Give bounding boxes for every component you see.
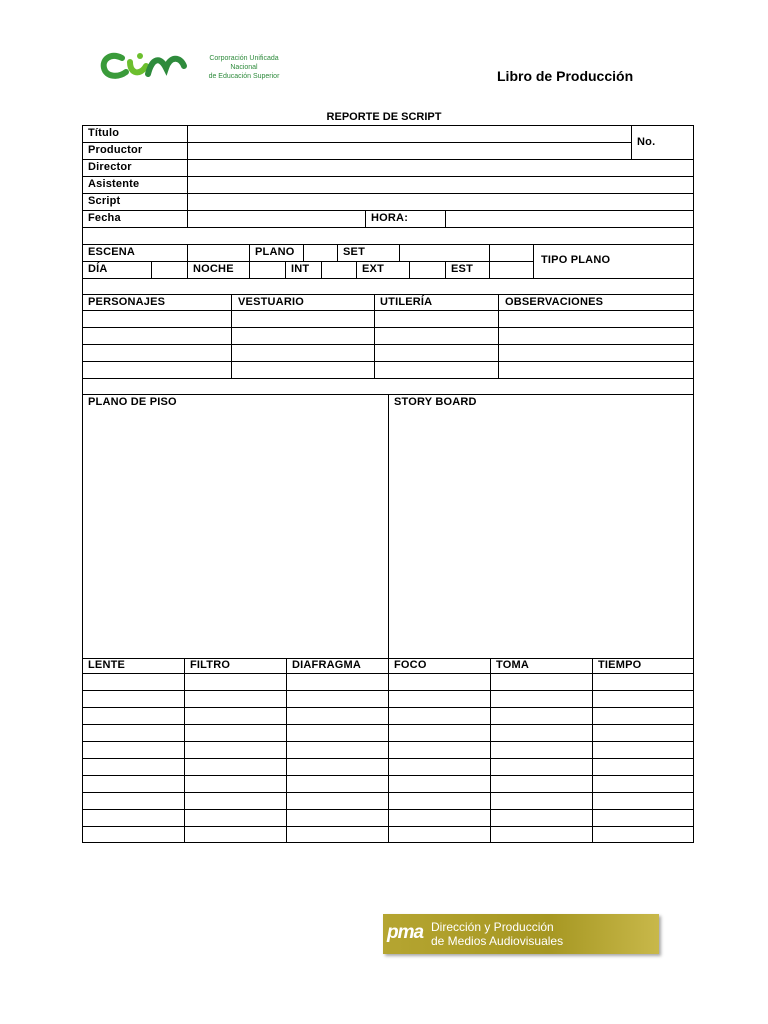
label-script: Script (88, 195, 121, 207)
dpma-name-line2: de Medios Audiovisuales (431, 934, 564, 948)
grid-line (187, 261, 188, 278)
grid-line (498, 294, 499, 378)
org-name-line2: de Educación Superior (208, 73, 280, 80)
grid-line (231, 294, 232, 378)
org-name (198, 54, 290, 81)
header-utileria: UTILERÍA (380, 296, 433, 308)
label-set: SET (343, 246, 365, 258)
field-asistente[interactable] (188, 177, 693, 193)
cun-logo (100, 48, 300, 84)
grid-line (82, 378, 694, 379)
grid-line (490, 658, 491, 843)
header-toma: TOMA (496, 659, 529, 671)
label-no: No. (637, 136, 656, 148)
checkbox-dia[interactable] (152, 262, 186, 277)
grid-line (286, 658, 287, 843)
label-asistente: Asistente (88, 178, 140, 190)
label-dia: DÍA (88, 263, 108, 275)
grid-line (249, 244, 250, 261)
label-plano-de-piso: PLANO DE PISO (88, 396, 177, 408)
org-name-line1: Corporación Unificada Nacional (209, 55, 279, 71)
grid-line (356, 261, 357, 278)
label-est: EST (451, 263, 473, 275)
storyboard-canvas[interactable] (389, 412, 693, 657)
report-title: REPORTE DE SCRIPT (326, 111, 442, 123)
field-tipo-plano[interactable] (490, 245, 532, 260)
grid-line (82, 244, 694, 245)
label-ext: EXT (362, 263, 384, 275)
header-filtro: FILTRO (190, 659, 231, 671)
label-productor: Productor (88, 144, 143, 156)
header-vestuario: VESTUARIO (238, 296, 304, 308)
label-titulo: Título (88, 127, 120, 139)
label-hora: HORA: (371, 212, 409, 224)
grid-line (365, 210, 366, 228)
label-director: Director (88, 161, 132, 173)
label-fecha: Fecha (88, 212, 121, 224)
checkbox-noche[interactable] (250, 262, 284, 277)
header-observaciones: OBSERVACIONES (505, 296, 604, 308)
grid-line (82, 327, 694, 328)
checkbox-ext[interactable] (410, 262, 444, 277)
field-fecha[interactable] (188, 211, 364, 227)
checkbox-int[interactable] (322, 262, 355, 277)
grid-line (388, 658, 389, 843)
field-escena[interactable] (188, 245, 248, 260)
label-tipo-plano: TIPO PLANO (541, 254, 611, 266)
label-plano: PLANO (255, 246, 295, 258)
grid-line (82, 261, 533, 262)
grid-line (82, 278, 694, 279)
dpma-logo: pma (387, 922, 424, 943)
grid-line (285, 261, 286, 278)
header-personajes: PERSONAJES (88, 296, 166, 308)
grid-line (82, 361, 694, 362)
field-hora[interactable] (446, 211, 693, 227)
grid-line (445, 261, 446, 278)
grid-line (337, 244, 338, 261)
header-diafragma: DIAFRAGMA (292, 659, 362, 671)
header-lente: LENTE (88, 659, 126, 671)
field-no[interactable] (632, 151, 693, 159)
dpma-badge (383, 914, 659, 954)
grid-line (374, 294, 375, 378)
header-foco: FOCO (394, 659, 427, 671)
label-int: INT (291, 263, 310, 275)
field-script[interactable] (188, 194, 693, 210)
label-story-board: STORY BOARD (394, 396, 477, 408)
cun-logo-icon (100, 48, 195, 82)
field-productor[interactable] (188, 143, 630, 159)
label-escena: ESCENA (88, 246, 136, 258)
grid-line (82, 310, 694, 311)
label-noche: NOCHE (193, 263, 234, 275)
grid-line (533, 244, 534, 278)
field-set[interactable] (400, 245, 488, 260)
header-tiempo: TIEMPO (598, 659, 642, 671)
grid-line (592, 658, 593, 843)
grid-line (82, 344, 694, 345)
field-director[interactable] (188, 160, 693, 176)
grid-line (184, 658, 185, 843)
dpma-name (431, 920, 563, 948)
document-title: Libro de Producción (497, 68, 634, 84)
dpma-name-line1: Dirección y Producción (431, 920, 554, 934)
field-plano[interactable] (304, 245, 336, 260)
field-titulo[interactable] (188, 126, 630, 142)
floor-plan-canvas[interactable] (83, 412, 387, 657)
checkbox-est[interactable] (490, 262, 532, 277)
